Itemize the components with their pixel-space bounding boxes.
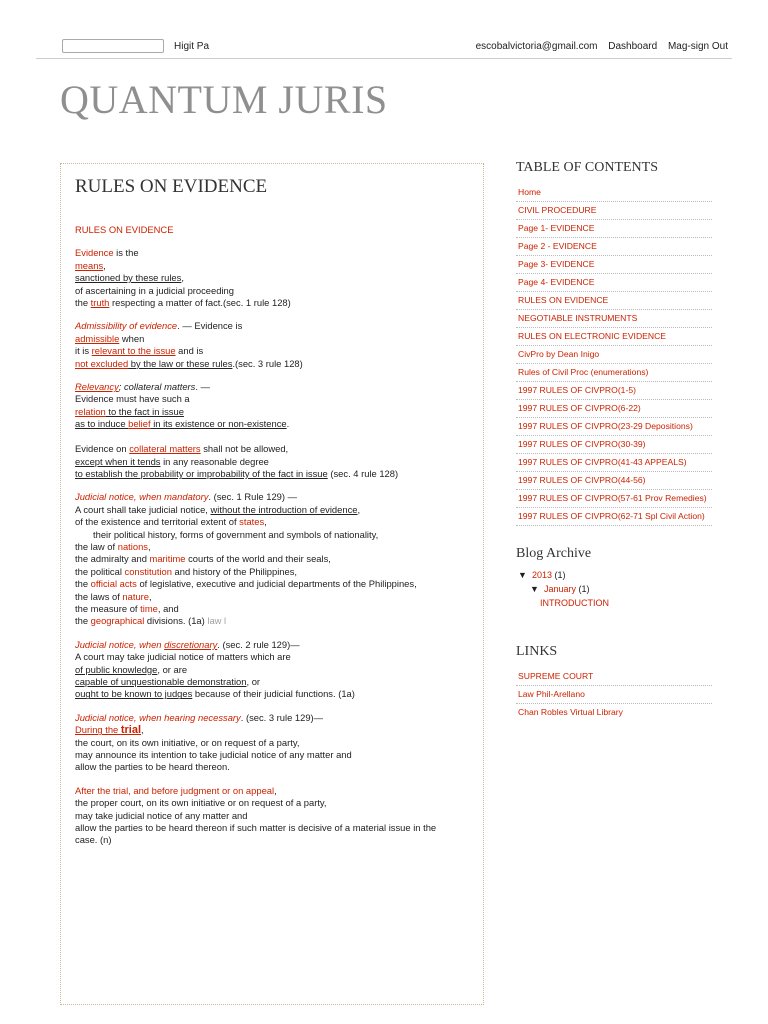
text-italic: Admissibility of evidence (75, 320, 178, 332)
text-underlined: except when it tends (75, 455, 161, 467)
paragraph-judicial-notice-mandatory (75, 491, 475, 627)
text-underlined: ought to be known to judges (75, 688, 193, 700)
text-underlined: means (75, 259, 104, 271)
text: the laws of (75, 590, 123, 602)
paragraph-judicial-notice-discretionary (75, 639, 475, 701)
archive-post (516, 598, 712, 608)
paragraph-judicial-notice-hearing (75, 712, 475, 774)
text: , or are (157, 663, 188, 675)
text-red: geographical (90, 615, 145, 627)
archive-title: Blog Archive (516, 546, 592, 561)
text-italic: Judicial notice, when (75, 638, 165, 650)
toc-item-civpro-41-43[interactable]: 1997 RULES OF CIVPRO(41-43 APPEALS) (516, 454, 712, 472)
text: the (75, 615, 91, 627)
archive-month-link[interactable]: January (543, 584, 576, 594)
paragraph-admissibility (75, 320, 475, 370)
archive-year-link[interactable]: 2013 (531, 570, 552, 580)
text: the (75, 297, 91, 309)
watermark-text: law l (207, 615, 227, 627)
text-italic: Judicial notice, when hearing necessary (75, 711, 241, 723)
text: , (147, 540, 151, 552)
text-underlined: without the introduction of evidence (210, 503, 358, 515)
text: courts of the world and their seals, (185, 553, 331, 565)
text-underlined: in its existence or non-existence (150, 418, 287, 430)
toc-item-civpro-1-5[interactable]: 1997 RULES OF CIVPRO(1-5) (516, 382, 712, 400)
text-underlined: relevant to the issue (91, 345, 176, 357)
text: when (119, 332, 145, 344)
text: may take judicial notice of any matter and (75, 809, 248, 821)
text: . (sec. 1 Rule 129) — (208, 491, 297, 503)
toc-item-page-3[interactable]: Page 3- EVIDENCE (516, 256, 712, 274)
text: the admiralty and (75, 553, 150, 565)
text-red: Evidence (75, 247, 114, 259)
text: the law of (75, 540, 118, 552)
text: .(sec. 3 rule 128) (232, 357, 303, 369)
text: , and (157, 602, 179, 614)
text-underlined: to the fact in issue (105, 405, 184, 417)
toc-item-rules-civil-proc[interactable]: Rules of Civil Proc (enumerations) (516, 364, 712, 382)
text-underlined: capable of unquestionable demonstration (75, 676, 247, 687)
text: Evidence on (75, 443, 130, 455)
archive-month-count: (1) (578, 584, 590, 594)
text: , (274, 784, 277, 796)
text: the (75, 578, 91, 590)
post-container (60, 163, 484, 1005)
toc-item-home[interactable]: Home (516, 184, 712, 202)
text: allow the parties to be heard thereon. (75, 761, 230, 773)
text-underlined: of public knowledge (75, 663, 158, 675)
archive-month (516, 584, 712, 594)
text-underlined: collateral matters (129, 443, 201, 455)
dashboard-link[interactable]: Dashboard (608, 41, 658, 52)
text-red: maritime (149, 553, 186, 565)
toc-item-civpro-30-39[interactable]: 1997 RULES OF CIVPRO(30-39) (516, 436, 712, 454)
toc-list (516, 184, 712, 526)
text: (sec. 4 rule 128) (327, 467, 399, 479)
text: the court, on its own initiative, or on request of a party, (75, 736, 300, 748)
toc-item-civpro-57-61[interactable]: 1997 RULES OF CIVPRO(57-61 Prov Remedies) (516, 490, 712, 508)
triangle-down-icon[interactable]: ▼ (518, 570, 527, 580)
account-links (468, 41, 728, 52)
text: in any reasonable degree (160, 455, 269, 467)
text: of the existence and territorial extent of (75, 516, 240, 528)
text: Evidence must have such a (75, 393, 190, 405)
text: of legislative, executive and judicial departments of the Philippines, (136, 578, 417, 590)
links-list (516, 668, 712, 721)
toc-item-civpro-23-29[interactable]: 1997 RULES OF CIVPRO(23-29 Depositions) (516, 418, 712, 436)
post-title[interactable]: RULES ON EVIDENCE (75, 176, 268, 197)
text: , (357, 503, 361, 515)
toc-item-rules-on-evidence[interactable]: RULES ON EVIDENCE (516, 292, 712, 310)
text-red: official acts (90, 578, 137, 590)
blog-title[interactable]: QUANTUM JURIS (60, 77, 388, 122)
text-underlined: as to induce (75, 418, 129, 430)
archive-year (516, 570, 712, 580)
text-red: nations (117, 540, 148, 552)
text: , (149, 590, 152, 602)
text: . (sec. 3 rule 129)— (240, 711, 324, 723)
toc-title: TABLE OF CONTENTS (516, 160, 658, 175)
triangle-down-icon[interactable]: ▼ (530, 584, 539, 594)
text-red: time (140, 602, 158, 614)
toc-item-page-1[interactable]: Page 1- EVIDENCE (516, 220, 712, 238)
text: , (264, 516, 267, 528)
link-supreme-court[interactable]: SUPREME COURT (516, 668, 712, 686)
link-chan-robles[interactable]: Chan Robles Virtual Library (518, 707, 623, 717)
top-navbar (0, 34, 768, 58)
text-red: nature (122, 590, 150, 602)
text: the measure of (75, 602, 141, 614)
text-underlined: truth (90, 297, 110, 309)
text-underlined: admissible (75, 332, 120, 344)
text: . — (195, 381, 210, 393)
toc-item-civil-procedure[interactable]: CIVIL PROCEDURE (516, 202, 712, 220)
text-italic: Judicial notice, when mandatory (75, 491, 209, 503)
toc-item-negotiable-instruments[interactable]: NEGOTIABLE INSTRUMENTS (516, 310, 712, 328)
text-emphasis: trial (120, 724, 142, 737)
toc-item-page-4[interactable]: Page 4- EVIDENCE (516, 274, 712, 292)
signout-link[interactable]: Mag-sign Out (667, 41, 728, 52)
text-underlined: belief (128, 418, 151, 430)
toc-item-electronic-evidence[interactable]: RULES ON ELECTRONIC EVIDENCE (516, 328, 712, 346)
text: . (sec. 2 rule 129)— (217, 638, 300, 650)
header-divider (36, 58, 732, 59)
text-red: constitution (124, 565, 172, 577)
paragraph-evidence: Evidence is the means, sanctioned by these rules, of ascertaining in a judicial proceeding the truth respecting a matter of fact.(sec. 1 rule 128) (75, 247, 475, 309)
text: their political history, forms of government and symbols of nationality, (93, 528, 379, 540)
text-underlined: sanctioned by these rules (75, 272, 182, 284)
toc-item-civpro-62-71[interactable]: 1997 RULES OF CIVPRO(62-71 Spl Civil Action) (516, 508, 712, 526)
text-underlined: not excluded (75, 357, 129, 369)
paragraph-relevancy: Relevancy; collateral matters. — Evidence must have such a relation to the fact in issue as to induce belief in its existence or non-existence. Evidence on collateral matters shall not be allowed, except when it tends in any reasonable degree to establish the probability or improbability of the fact in issue (sec. 4 rule 128) (75, 381, 475, 480)
post-body (75, 224, 475, 858)
more-link[interactable]: Higit Pa (174, 41, 210, 52)
toc-item-page-2[interactable]: Page 2 - EVIDENCE (516, 238, 712, 256)
text: the proper court, on its own initiative or on request of a party, (75, 797, 327, 809)
text: and is (175, 345, 204, 357)
link-law-phil[interactable]: Law Phil-Arellano (516, 686, 712, 704)
text: allow the parties to be heard thereon if such matter is decisive of a material issue in the (75, 822, 437, 834)
text: because of their judicial functions. (1a) (192, 688, 355, 700)
text: , (141, 724, 144, 736)
text: ; collateral matters (118, 381, 196, 393)
user-email: escobalvictoria@gmail.com (475, 41, 598, 52)
text: is the (113, 247, 139, 259)
text-italic: discretionary (164, 638, 218, 650)
text-underlined: by the law or these rules (128, 357, 233, 369)
text: shall not be allowed, (200, 443, 289, 455)
text: and history of the Philippines, (171, 565, 298, 577)
links-title: LINKS (516, 644, 558, 659)
toc-item-civpro-6-22[interactable]: 1997 RULES OF CIVPRO(6-22) (516, 400, 712, 418)
paragraph-after-trial (75, 785, 475, 847)
archive-post-link[interactable]: INTRODUCTION (540, 598, 609, 608)
text: , or (246, 676, 261, 687)
text-underlined: During the (75, 724, 121, 736)
text: . — Evidence is (177, 320, 243, 332)
toc-item-civpro-44-56[interactable]: 1997 RULES OF CIVPRO(44-56) (516, 472, 712, 490)
archive-year-count: (1) (554, 570, 566, 580)
text-italic: Relevancy (75, 381, 119, 393)
text-underlined: relation (75, 405, 106, 417)
text-red: states (239, 516, 265, 528)
text: divisions. (1a) (144, 615, 205, 627)
toc-item-civpro-dean-inigo[interactable]: CivPro by Dean Inigo (516, 346, 712, 364)
sidebar (516, 160, 712, 721)
text: A court shall take judicial notice, (75, 503, 211, 515)
text: the political (75, 565, 125, 577)
text: respecting a matter of fact.(sec. 1 rule 128) (109, 297, 291, 309)
text-underlined: to establish the probability or improbability of the fact in issue (75, 467, 328, 479)
text: of ascertaining in a judicial proceeding (75, 284, 234, 296)
text: A court may take judicial notice of matters which are (75, 651, 291, 663)
post-subtitle: RULES ON EVIDENCE (75, 224, 174, 235)
search-input[interactable] (62, 39, 164, 53)
text: it is (75, 345, 92, 357)
text: may announce its intention to take judicial notice of any matter and (75, 749, 352, 761)
text-red: After the trial, and before judgment or on appeal (75, 784, 275, 796)
text: case. (n) (75, 834, 112, 846)
